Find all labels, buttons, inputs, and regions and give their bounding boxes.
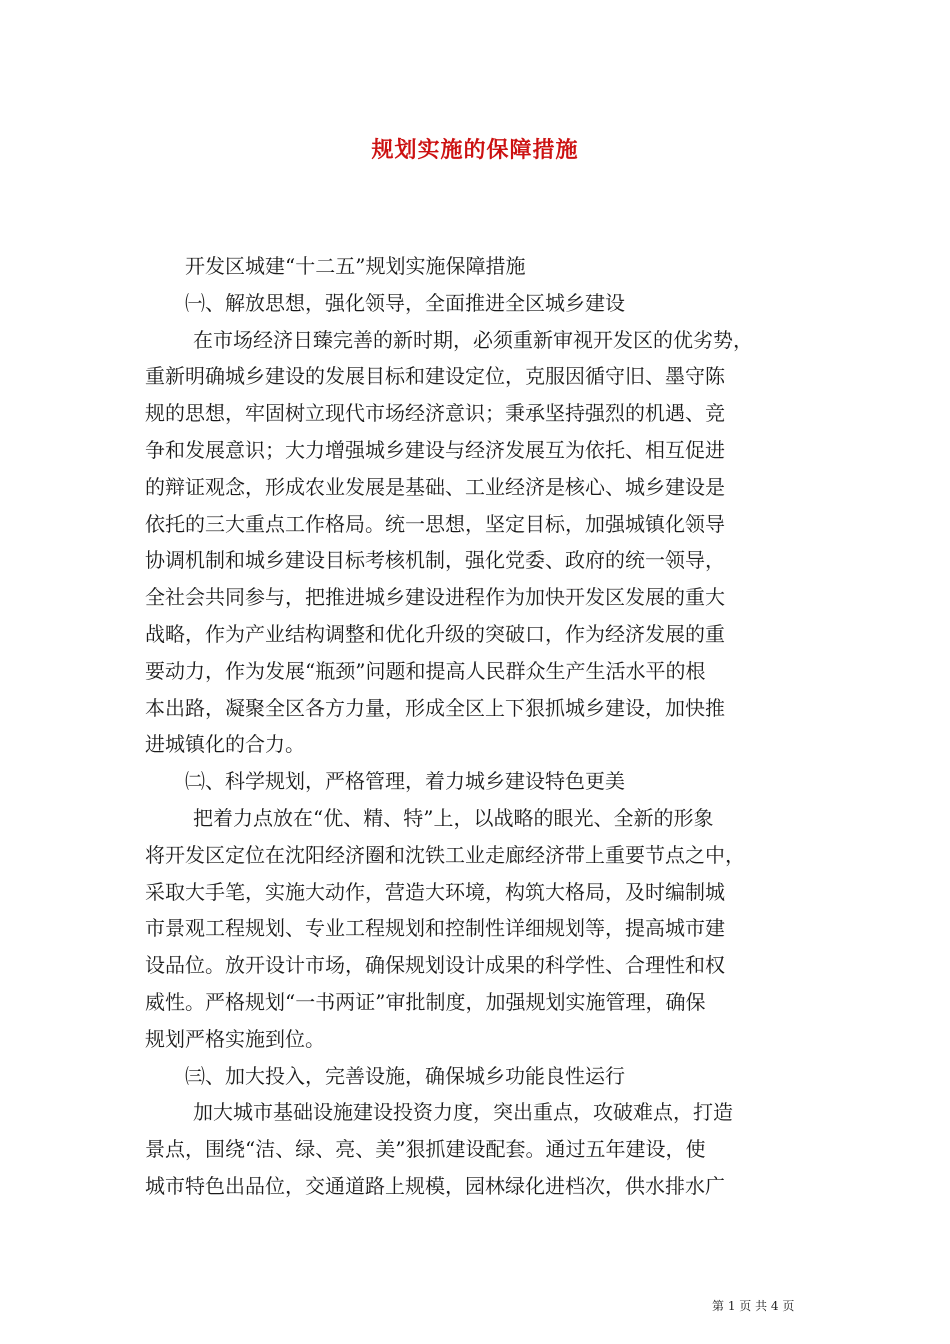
body-line: 规划严格实施到位。 (145, 1026, 325, 1051)
body-line: 威性。严格规划“一书两证”审批制度，加强规划实施管理，确保 (145, 989, 706, 1014)
document-title: 规划实施的保障措施 (371, 137, 579, 163)
body-line: 争和发展意识；大力增强城乡建设与经济发展互为依托、相互促进 (145, 437, 725, 462)
body-line: 的辩证观念，形成农业发展是基础、工业经济是核心、城乡建设是 (145, 474, 725, 499)
body-line: 规的思想，牢固树立现代市场经济意识；秉承坚持强烈的机遇、竞 (145, 401, 725, 426)
section-heading-1: ㈠、解放思想，强化领导，全面推进全区城乡建设 (185, 290, 625, 315)
body-line: 重新明确城乡建设的发展目标和建设定位，克服因循守旧、墨守陈 (145, 364, 725, 389)
body-line: 在市场经济日臻完善的新时期，必须重新审视开发区的优劣势， (193, 327, 753, 352)
subtitle: 开发区城建“十二五”规划实施保障措施 (185, 254, 526, 278)
body-line: 城市特色出品位，交通道路上规模，园林绿化进档次，供水排水广 (145, 1173, 725, 1198)
body-line: 景点，围绕“洁、绿、亮、美”狠抓建设配套。通过五年建设，使 (145, 1137, 706, 1162)
body-line: 依托的三大重点工作格局。统一思想，坚定目标，加强城镇化领导 (145, 511, 725, 536)
body-line: 战略，作为产业结构调整和优化升级的突破口，作为经济发展的重 (145, 621, 725, 646)
body-line: 把着力点放在“优、精、特”上，以战略的眼光、全新的形象 (193, 805, 714, 830)
body-line: 本出路，凝聚全区各方力量，形成全区上下狠抓城乡建设，加快推 (145, 695, 725, 720)
section-heading-2: ㈡、科学规划，严格管理，着力城乡建设特色更美 (185, 769, 625, 794)
page-number-footer: 第 1 页 共 4 页 (712, 1299, 795, 1313)
body-line: 加大城市基础设施建设投资力度，突出重点，攻破难点，打造 (193, 1100, 733, 1125)
body-line: 要动力，作为发展“瓶颈”问题和提高人民群众生产生活水平的根 (145, 658, 706, 683)
body-line: 进城镇化的合力。 (145, 732, 305, 757)
body-line: 设品位。放开设计市场，确保规划设计成果的科学性、合理性和权 (145, 953, 725, 978)
section-heading-3: ㈢、加大投入，完善设施，确保城乡功能良性运行 (185, 1063, 625, 1088)
document-body (145, 248, 815, 1205)
body-line: 采取大手笔，实施大动作，营造大环境，构筑大格局，及时编制城 (145, 879, 725, 904)
body-line: 协调机制和城乡建设目标考核机制，强化党委、政府的统一领导， (145, 548, 725, 573)
body-line: 市景观工程规划、专业工程规划和控制性详细规划等，提高城市建 (145, 916, 725, 941)
body-line: 全社会共同参与，把推进城乡建设进程作为加快开发区发展的重大 (145, 585, 725, 610)
body-line: 将开发区定位在沈阳经济圈和沈铁工业走廊经济带上重要节点之中， (145, 842, 745, 867)
